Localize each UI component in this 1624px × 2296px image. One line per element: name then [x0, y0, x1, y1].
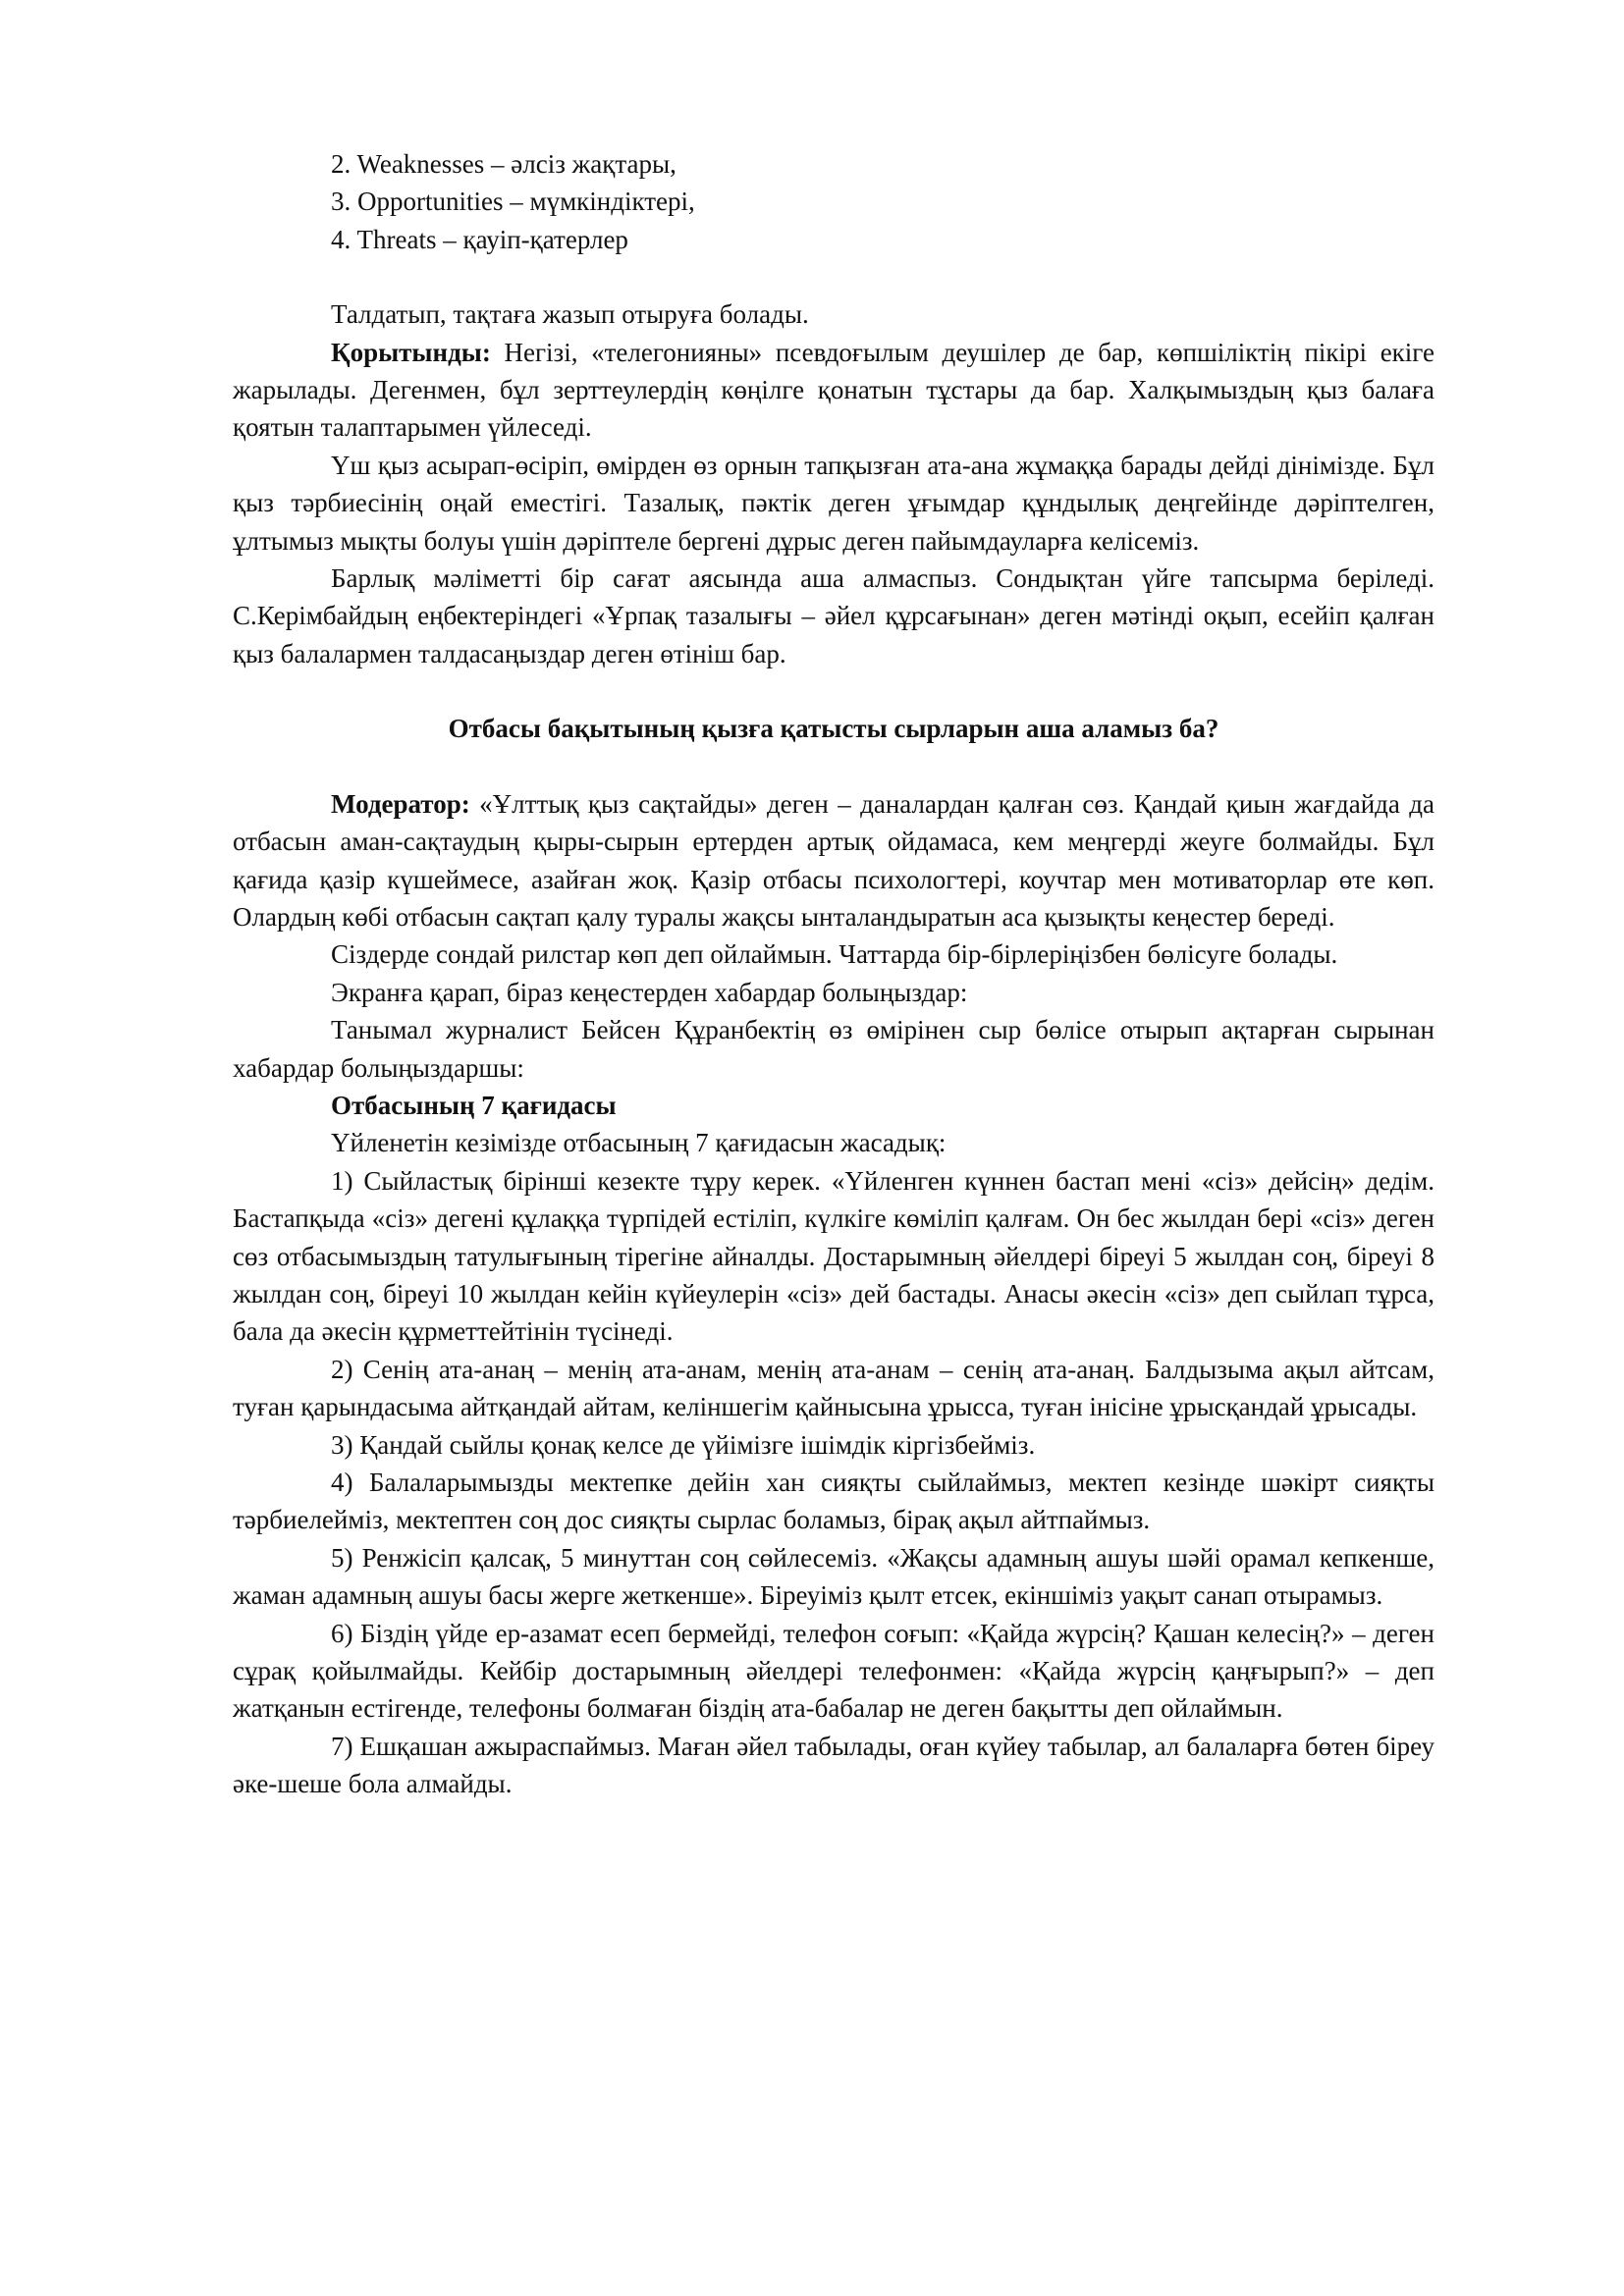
paragraph-reels: Сіздерде сондай рилстар көп деп ойлаймын. Чаттарда бір-бірлеріңізбен бөлісуге болады.: [331, 939, 1338, 970]
swot-item-opportunities: 3. Opportunities – мүмкіндіктері,: [331, 187, 695, 217]
rule-item-6: 6) Біздің үйде ер-азамат есеп бермейді, телефон соғып: «Қайда жүрсің? Қашан келесің?» – деген сұрақ қойылмайды. Кейбір достарымның әйелдері телефонмен: «Қайда жүрсің қаңғырып?» – деп жатқанын естігенде, телефоны болмаған біздің ата-бабалар не деген бақытты деп ойлаймын.: [233, 1618, 1435, 1724]
section-heading: Отбасы бақытының қызға қатысты сырларын аша аламыз ба?: [448, 714, 1219, 744]
paragraph-three-daughters: Үш қыз асырап-өсіріп, өмірден өз орнын тапқызған ата-ана жұмаққа барады дейді дінімізде. Бұл қыз тәрбиесінің оңай еместігі. Тазалық, пәктік деген ұғымдар құндылық деңгейінде дәріптелген, ұлтымыз мықты болуы үшін дәріптеле бергені дұрыс деген пайымдауларға келісеміз.: [233, 450, 1435, 556]
rule-item-2: 2) Сенің ата-анаң – менің ата-анам, менің ата-анам – сенің ата-анаң. Балдызыма ақыл айтсам, туған қарындасыма айтқандай айтам, келіншегім қайнысына ұрысса, туған інісіне ұрысқандай ұрысады.: [233, 1354, 1435, 1422]
moderator-text: «Ұлттық қыз сақтайды» деген – даналардан қалған сөз. Қандай қиын жағдайда да отбасын аман-сақтаудың қыры-сырын ертерден артық ойдамаса, кем меңгерді жеуге болмайды. Бұл қағида қазір күшеймесе, азайған жоқ. Қазір отбасы психологтері, коучтар мен мотиваторлар өте көп. Олардың көбі отбасын сақтап қалу туралы жақсы ынталандыратын аса қызықты кеңестер береді.: [233, 788, 1435, 932]
rules-intro: Үйленетін кезімізде отбасының 7 қағидасын жасадық:: [331, 1128, 947, 1158]
rules-title: Отбасының 7 қағидасы: [331, 1090, 617, 1120]
paragraph-screen: Экранға қарап, біраз кеңестерден хабардар болыңыздар:: [331, 977, 968, 1007]
paragraph-moderator: [233, 785, 1435, 936]
paragraph-journalist: Танымал журналист Бейсен Құранбектің өз өмірінен сыр бөлісе отырып ақтарған сырынан хабардар болыңыздаршы:: [233, 1015, 1435, 1083]
paragraph-homework: Барлық мәліметті бір сағат аясында аша алмаспыз. Сондықтан үйге тапсырма беріледі. С.Керімбайдың еңбектеріндегі «Ұрпақ тазалығы – әйел құрсағынан» деген мәтінді оқып, есейіп қалған қыз балалармен талдасаңыздар деген өтініш бар.: [233, 563, 1435, 668]
rule-item-7: 7) Ешқашан ажыраспаймыз. Маған әйел табылады, оған күйеу табылар, ал балаларға бөтен біреу әке-шеше бола алмайды.: [233, 1731, 1435, 1799]
paragraph-conclusion: [233, 334, 1435, 447]
paragraph-board-analysis: Талдатып, тақтаға жазып отыруға болады.: [331, 299, 809, 330]
rule-item-4: 4) Балаларымызды мектепке дейін хан сияқты сыйлаймыз, мектеп кезінде шәкірт сияқты тәрбиелейміз, мектептен соң дос сияқты сырлас боламыз, бірақ ақыл айтпаймыз.: [233, 1468, 1435, 1535]
rule-item-3: 3) Қандай сыйлы қонақ келсе де үйімізге ішімдік кіргізбейміз.: [331, 1429, 1036, 1460]
conclusion-text: Негізі, «телегонияны» псевдоғылым деушілер де бар, көпшіліктің пікірі екіге жарылады. Дегенмен, бұл зерттеулердің көңілге қонатын тұстары да бар. Халқымыздың қыз балаға қоятын талаптарымен үйлеседі.: [233, 337, 1435, 443]
moderator-label: Модератор:: [331, 788, 470, 819]
conclusion-label: Қорытынды:: [331, 337, 491, 367]
spacer: [233, 748, 1435, 785]
spacer: [233, 258, 1435, 295]
rule-item-5: 5) Ренжісіп қалсақ, 5 минуттан соң сөйлесеміз. «Жақсы адамның ашуы шәйі орамал кепкенше, жаман адамның ашуы басы жерге жеткенше». Біреуіміз қылт етсек, екіншіміз уақыт санап отырамыз.: [233, 1542, 1435, 1611]
document-page: [233, 145, 1435, 1803]
swot-item-weaknesses: 2. Weaknesses – әлсіз жақтары,: [331, 149, 677, 179]
spacer: [233, 672, 1435, 710]
rule-item-1: 1) Сыйластық бірінші кезекте тұру керек. «Үйленген күннен бастап мені «сіз» дейсің» дедім. Бастапқыда «сіз» дегені құлаққа түрпідей естіліп, күлкіге көміліп қалғам. Он бес жылдан бері «сіз» деген сөз отбасымыздың татулығының тірегіне айналды. Достарымның әйелдері біреуі 5 жылдан соң, біреуі 8 жылдан соң, біреуі 10 жылдан кейін күйеулерін «сіз» дей бастады. Анасы әкесін «сіз» деп сыйлап тұрса, бала да әкесін құрметтейтінін түсінеді.: [233, 1165, 1435, 1347]
swot-item-threats: 4. Threats – қауіп-қатерлер: [331, 224, 628, 254]
